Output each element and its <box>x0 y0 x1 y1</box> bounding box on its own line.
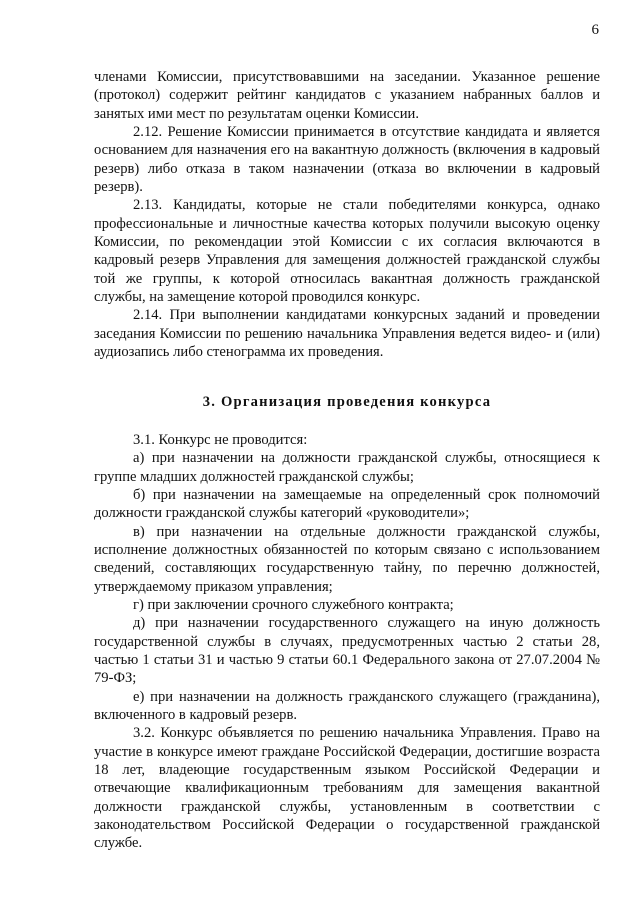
paragraph-3-2: 3.2. Конкурс объявляется по решению начальника Управления. Право на участие в конкурсе имеют граждане Российской Федерации, достигшие возраста 18 лет, владеющие государственным языком Российской Федерации и отвечающие квалификационным требованиям для замещения вакантной должности гражданской службы, установленным в соответствии с законодательством Российской Федерации о государственной гражданской службе. <box>94 725 600 852</box>
paragraph-2-12: 2.12. Решение Комиссии принимается в отсутствие кандидата и является основанием для назначения его на вакантную должность (включения в кадровый резерв) либо отказа в таком назначении (отказа во включении в кадровый резерв). <box>94 124 600 196</box>
list-item-g: г) при заключении срочного служебного контракта; <box>133 596 454 613</box>
list-item-d: д) при назначении государственного служащего на иную должность государственной службы в случаях, предусмотренных частью 2 статьи 28, частью 1 статьи 31 и частью 9 статьи 60.1 Федерального закона от 27.07.2004 № 79-ФЗ; <box>94 615 600 687</box>
paragraph-continuation: членами Комиссии, присутствовавшими на заседании. Указанное решение (протокол) содержит рейтинг кандидатов с указанием набранных баллов и занятых ими мест по результатам оценки Комиссии. <box>94 69 600 122</box>
page-number: 6 <box>591 22 599 38</box>
paragraph-2-14: 2.14. При выполнении кандидатами конкурсных заданий и проведении заседания Комиссии по решению начальника Управления ведется видео- и (или) аудиозапись либо стенограмма их проведения. <box>94 307 600 361</box>
document-body <box>94 68 600 853</box>
section-heading: 3. Организация проведения конкурса <box>202 393 492 410</box>
list-item-b: б) при назначении на замещаемые на определенный срок полномочий должности гражданской службы категорий «руководители»; <box>94 486 600 522</box>
paragraph-2-13: 2.13. Кандидаты, которые не стали победителями конкурса, однако профессиональные и личностные качества которых получили высокую оценку Комиссии, по рекомендации этой Комиссии с их согласия включаются в кадровый резерв Управления для замещения должностей гражданской службы той же группы, к которой относилась вакантная должность гражданской службы, на замещение которой проводился конкурс. <box>94 197 600 306</box>
list-item-a: а) при назначении на должности гражданской службы, относящиеся к группе младших должностей гражданской службы; <box>94 450 600 485</box>
paragraph-3-1: 3.1. Конкурс не проводится: <box>133 431 308 448</box>
list-item-e: е) при назначении на должность гражданского служащего (гражданина), включенного в кадровый резерв. <box>94 688 600 723</box>
list-item-v: в) при назначении на отдельные должности гражданской службы, исполнение должностных обязанностей по которым связано с использованием сведений, составляющих государственную тайну, по перечню должностей, утверждаемому приказом управления; <box>94 523 600 595</box>
